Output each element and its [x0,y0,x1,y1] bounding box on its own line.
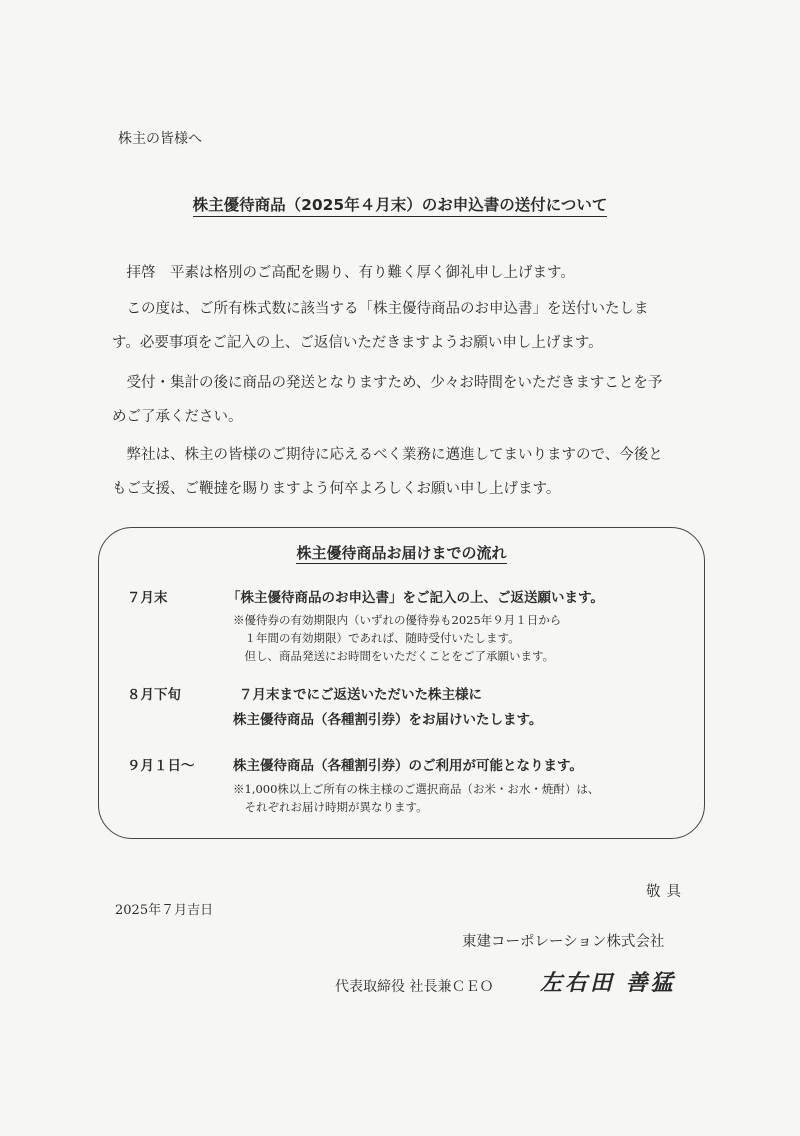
step-august-line: ７月末までにご返送いただいた株主様に [239,687,482,703]
salutation: 株主の皆様へ [118,131,202,147]
letter-date: 2025年７月吉日 [115,903,214,918]
paragraph-processing: 受付・集計の後に商品の発送となりますため、少々お時間をいただきますことを予めご了承ください。 [112,375,663,425]
step-july-line: 「株主優待商品のお申込書」をご記入の上、ご返送願います。 [227,590,604,606]
step-september-line: 株主優待商品（各種割引券）のご利用が可能となります。 [233,758,583,774]
step-september-note: ※1,000株以上ご所有の株主様のご選択商品（お米・お水・焼酎）は、 [233,782,600,796]
step-label-late-august: ８月下旬 [127,687,181,703]
delivery-flow-box [98,527,705,839]
step-july-note: ※優待券の有効期限内（いずれの優待券も2025年９月１日から [233,613,562,627]
flow-title [99,542,704,563]
paragraph-closing: 弊社は、株主の皆様のご期待に応えるべく業務に邁進してまいりますので、今後ともご支援、ご鞭撻を賜りますよう何卒よろしくお願い申し上げます。 [112,447,663,497]
letter-title-text: 株主優待商品（2025年４月末）のお申込書の送付について [193,196,608,217]
company-name: 東建コーポレーション株式会社 [462,934,665,950]
representative-title: 代表取締役 社長兼ＣＥＯ [335,979,494,995]
closing-keigu: 敬具 [646,884,687,900]
step-august-line: 株主優待商品（各種割引券）をお届けいたします。 [233,712,543,728]
representative-name: 左右田 善猛 [540,970,676,996]
letter-title [0,193,800,215]
step-label-september: ９月１日～ [127,758,195,774]
step-july-note: １年間の有効期限）であれば、随時受付いたします。 [233,631,520,645]
paragraph-enclosure: この度は、ご所有株式数に該当する「株主優待商品のお申込書」を送付いたします。必要事項をご記入の上、ご返信いただきますようお願い申し上げます。 [112,301,649,351]
flow-title-text: 株主優待商品お届けまでの流れ [296,544,507,562]
step-september-note: それぞれお届け時期が異なります。 [233,800,428,814]
step-july-note: 但し、商品発送にお時間をいただくことをご了承願います。 [233,649,555,663]
step-label-july: ７月末 [127,590,168,606]
paragraph-greeting: 拝啓 平素は格別のご高配を賜り、有り難く厚く御礼申し上げます。 [126,265,575,281]
